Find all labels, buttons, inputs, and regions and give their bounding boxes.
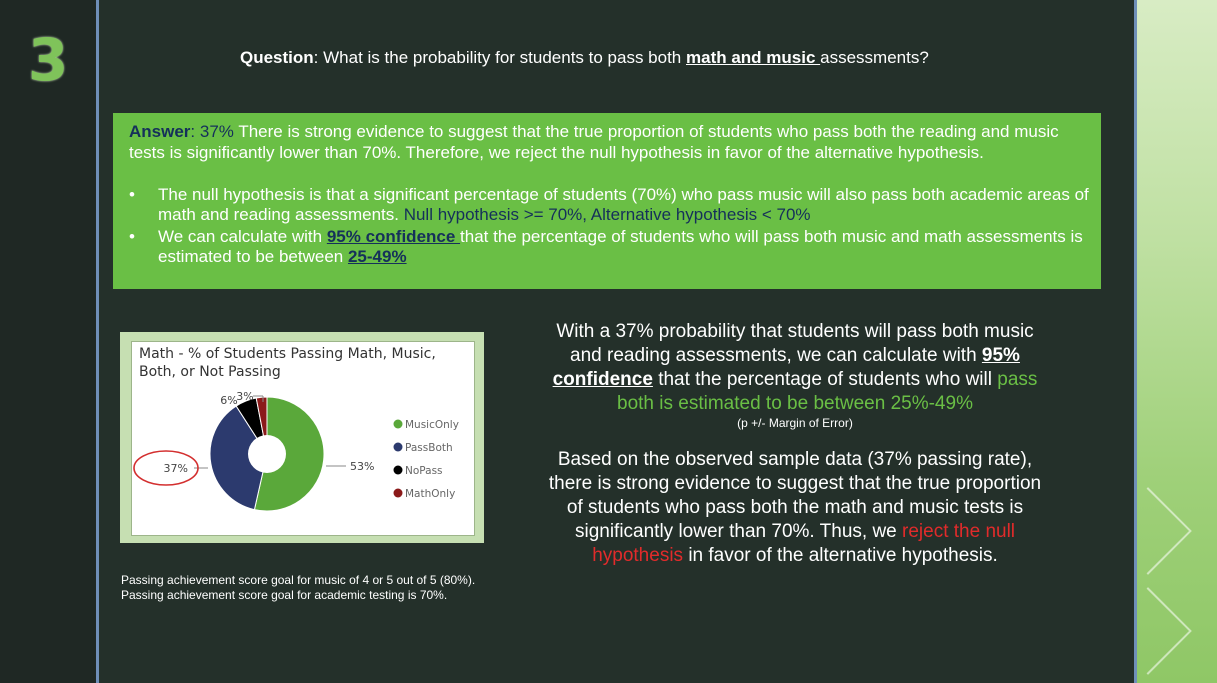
answer-text	[129, 121, 1089, 163]
bullet-hypothesis: Null hypothesis >= 70%, Alternative hypothesis < 70%	[403, 205, 811, 224]
data-label-mathonly: 3%	[236, 390, 254, 403]
question-emphasis: math and music	[686, 48, 821, 67]
question-text: What is the probability for students to pass both	[323, 48, 686, 67]
chart-frame	[120, 332, 484, 543]
summary-estimate: pass both is estimated to be between 25%-49%	[617, 369, 1038, 414]
summary-paragraph-1	[540, 320, 1050, 416]
summary-p2-text-2: in favor of the alternative hypothesis.	[683, 545, 998, 566]
pie-chart	[132, 342, 474, 535]
data-label-musiconly: 53%	[350, 460, 375, 473]
bullet-confidence: 95% confidence	[326, 227, 461, 246]
answer-box	[113, 113, 1101, 289]
bullet-item	[129, 185, 1089, 225]
chevron-decoration-icon	[1137, 487, 1192, 575]
legend-label-mathonly: MathOnly	[405, 488, 456, 500]
legend-label-nopass: NoPass	[405, 465, 443, 477]
bullet-dot-icon: •	[129, 185, 135, 204]
summary-p1-text: With a 37% probability that students will pass both music and reading assessments, we can calculate with	[556, 321, 1034, 366]
question-sep: :	[313, 48, 324, 67]
slide-number: 3	[28, 26, 69, 94]
donut-hole	[248, 435, 286, 473]
legend-marker-mathonly	[394, 489, 403, 498]
summary-paragraph-2	[540, 448, 1050, 568]
summary-p2-text: Based on the observed sample data (37% passing rate), there is strong evidence to suggest that the true proportion of students who pass both the math and music tests is significantly lower than 70%. Thus, we	[548, 449, 1042, 542]
spacer	[540, 430, 1050, 448]
data-label-passboth: 37%	[163, 462, 188, 475]
legend-marker-passboth	[394, 443, 403, 452]
left-band	[0, 0, 96, 683]
summary-confidence: 95% confidence	[552, 345, 1020, 390]
bullet-item	[129, 227, 1089, 267]
answer-label: Answer	[129, 122, 191, 141]
summary-p1-text-2: that the percentage of students who will	[652, 369, 998, 390]
answer-bullets	[129, 185, 1089, 269]
chart-panel	[131, 341, 475, 536]
legend-label-musiconly: MusicOnly	[405, 419, 459, 431]
chevron-decoration-icon	[1137, 587, 1192, 675]
question-label: Question	[240, 48, 314, 67]
reject-null-text: reject the null hypothesis	[592, 521, 1016, 566]
question	[240, 48, 929, 68]
answer-body: There is strong evidence to suggest that the true proportion of students who pass both the reading and music tests is significantly lower than 70%. Therefore, we reject the null hypothesis in favor of the alternative hypothesis.	[129, 122, 1059, 162]
bullet-range: 25-49%	[347, 247, 407, 266]
bullet-text: The null hypothesis is that a significant percentage of students (70%) who pass music will also pass both academic areas of math and reading assessments.	[158, 185, 1089, 224]
margin-of-error-note: (p +/- Margin of Error)	[737, 416, 853, 430]
decorative-side-panel	[1137, 0, 1217, 683]
left-divider	[96, 0, 99, 683]
legend-label-passboth: PassBoth	[405, 442, 453, 454]
footnote-line-2: Passing achievement score goal for academic testing is 70%.	[121, 588, 448, 602]
answer-sep: :	[190, 122, 200, 141]
legend-marker-nopass	[394, 466, 403, 475]
question-tail: assessments?	[820, 48, 929, 67]
answer-value: 37%	[199, 122, 234, 141]
footnote-line-1: Passing achievement score goal for music of 4 or 5 out of 5 (80%).	[121, 573, 476, 587]
legend-marker-musiconly	[394, 420, 403, 429]
summary-text	[540, 320, 1050, 568]
bullet-text: We can calculate with	[158, 227, 327, 246]
chart-title: Math - % of Students Passing Math, Music, Both, or Not Passing	[139, 346, 436, 380]
footnote	[121, 573, 475, 603]
data-label-nopass: 6%	[220, 394, 238, 407]
bullet-dot-icon: •	[129, 227, 135, 246]
bullet-text-2: that the percentage of students who will pass both music and math assessments is estimated to be between	[158, 227, 1083, 266]
